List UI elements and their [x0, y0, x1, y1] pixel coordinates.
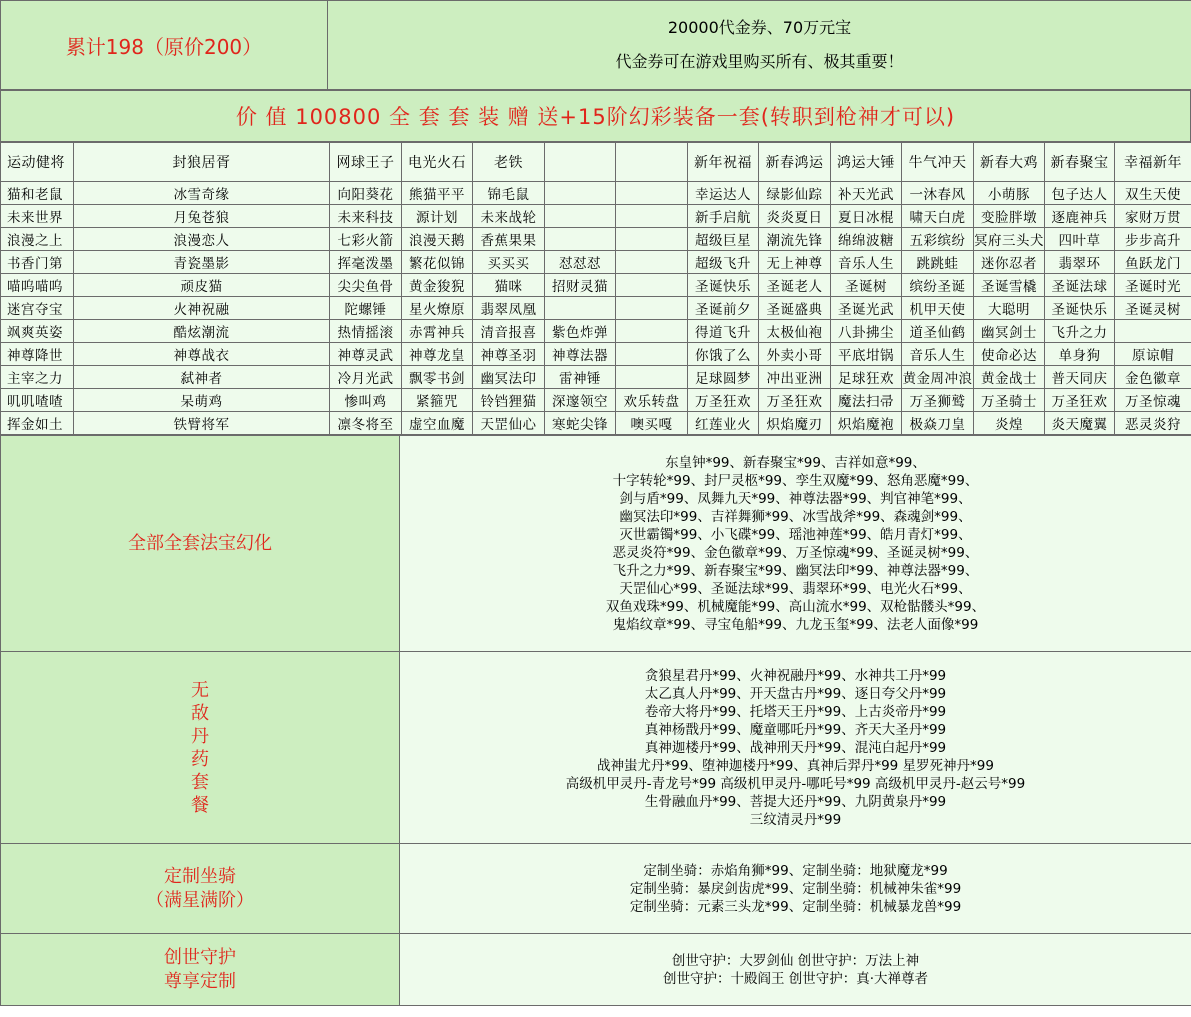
section-line: 卷帝大将丹*99、托塔天王丹*99、上古炎帝丹*99 — [644, 703, 947, 720]
grid-cell — [545, 205, 616, 228]
grid-cell: 虚空血魔 — [402, 412, 473, 435]
grid-cell: 冰雪奇缘 — [74, 182, 330, 205]
grid-cell: 噢买嘎 — [616, 412, 688, 435]
grid-cell: 圣诞盛典 — [759, 297, 831, 320]
grid-cell: 未来科技 — [330, 205, 402, 228]
label-char: 套 — [191, 771, 209, 793]
grid-cell: 足球狂欢 — [831, 366, 902, 389]
grid-cell: 欢乐转盘 — [616, 389, 688, 412]
section-line: 十字转轮*99、封尸灵柩*99、孪生双魔*99、怒角恶魔*99、 — [612, 472, 979, 489]
grid-cell: 网球王子 — [330, 143, 402, 182]
grid-cell — [616, 182, 688, 205]
grid-row — [1, 274, 1191, 297]
grid-row — [1, 251, 1191, 274]
section-body-guardians — [400, 934, 1191, 1006]
section-line: 定制坐骑：元素三头龙*99、定制坐骑：机械暴龙兽*99 — [629, 898, 962, 915]
section-label-treasures: 全部全套法宝幻化 — [1, 436, 400, 652]
grid-cell — [545, 143, 616, 182]
grid-cell: 一沐春风 — [902, 182, 974, 205]
grid-cell: 挥毫泼墨 — [330, 251, 402, 274]
grid-cell: 平底坩锅 — [831, 343, 902, 366]
grid-cell: 圣诞前夕 — [688, 297, 759, 320]
grid-cell: 极焱刀皇 — [902, 412, 974, 435]
section-line: 幽冥法印*99、吉祥舞狮*99、冰雪战斧*99、森魂剑*99、 — [619, 508, 972, 525]
grid-cell: 万圣惊魂 — [1115, 389, 1191, 412]
grid-cell: 魔法扫帚 — [831, 389, 902, 412]
grid-cell: 迷你忍者 — [974, 251, 1045, 274]
grid-cell: 幽冥法印 — [473, 366, 545, 389]
grid-cell: 万圣骑士 — [974, 389, 1045, 412]
grid-cell: 月兔苍狼 — [74, 205, 330, 228]
section-line: 定制坐骑 — [164, 865, 236, 887]
grid-cell — [545, 182, 616, 205]
grid-cell: 金色徽章 — [1115, 366, 1191, 389]
grid-cell — [616, 228, 688, 251]
grid-row — [1, 366, 1191, 389]
grid-cell: 潮流先锋 — [759, 228, 831, 251]
grid-header-row — [1, 143, 1191, 182]
grid-cell: 家财万贯 — [1115, 205, 1191, 228]
grid-cell: 迷宫夺宝 — [1, 297, 74, 320]
grid-cell: 叽叽喳喳 — [1, 389, 74, 412]
label-char: 丹 — [191, 725, 209, 747]
section-line: 创世守护 — [164, 946, 236, 968]
grid-cell: 运动健将 — [1, 143, 74, 182]
price-label: 累计198（原价200） — [1, 1, 328, 90]
grid-cell: 缤纷圣诞 — [902, 274, 974, 297]
grid-cell: 圣诞老人 — [759, 274, 831, 297]
grid-cell: 超级飞升 — [688, 251, 759, 274]
grid-cell: 啸天白虎 — [902, 205, 974, 228]
grid-cell: 圣诞快乐 — [1045, 297, 1115, 320]
grid-cell: 黄金战士 — [974, 366, 1045, 389]
grid-cell: 使命必达 — [974, 343, 1045, 366]
section-line: 鬼焰纹章*99、寻宝龟船*99、九龙玉玺*99、法老人面像*99 — [612, 616, 979, 633]
grid-cell: 尖尖鱼骨 — [330, 274, 402, 297]
grid-cell: 冲出亚洲 — [759, 366, 831, 389]
label-char: 敌 — [191, 702, 209, 724]
section-line: 真神杨戬丹*99、魔童哪吒丹*99、齐天大圣丹*99 — [644, 721, 947, 738]
grid-cell: 翡翠凤凰 — [473, 297, 545, 320]
grid-cell: 冷月光武 — [330, 366, 402, 389]
grid-cell: 新春聚宝 — [1045, 143, 1115, 182]
grid-cell: 酷炫潮流 — [74, 320, 330, 343]
grid-cell: 向阳葵花 — [330, 182, 402, 205]
grid-cell — [545, 297, 616, 320]
grid-cell: 喵呜喵呜 — [1, 274, 74, 297]
grid-cell: 恶灵炎狩 — [1115, 412, 1191, 435]
grid-cell: 招财灵猫 — [545, 274, 616, 297]
section-body-mounts — [400, 844, 1191, 934]
grid-cell: 炎煌 — [974, 412, 1045, 435]
grid-cell: 源计划 — [402, 205, 473, 228]
grid-cell: 步步高升 — [1115, 228, 1191, 251]
section-line: 高级机甲灵丹-青龙号*99 高级机甲灵丹-哪吒号*99 高级机甲灵丹-赵云号*99 — [565, 775, 1026, 792]
grid-cell: 锦毛鼠 — [473, 182, 545, 205]
grid-cell: 圣诞灵树 — [1115, 297, 1191, 320]
grid-cell: 炽焰魔袍 — [831, 412, 902, 435]
grid-cell — [545, 228, 616, 251]
grid-cell: 夏日冰棍 — [831, 205, 902, 228]
section-line: 剑与盾*99、凤舞九天*99、神尊法器*99、判官神笔*99、 — [619, 490, 972, 507]
grid-cell: 飞升之力 — [1045, 320, 1115, 343]
grid-cell: 挥金如土 — [1, 412, 74, 435]
grid-cell: 新年祝福 — [688, 143, 759, 182]
costume-grid — [0, 142, 1191, 435]
grid-cell: 铃铛狸猫 — [473, 389, 545, 412]
reward-note: 代金券可在游戏里购买所有、极其重要！ — [615, 52, 904, 71]
grid-cell: 机甲天使 — [902, 297, 974, 320]
grid-cell: 陀螺锤 — [330, 297, 402, 320]
grid-cell: 炎炎夏日 — [759, 205, 831, 228]
grid-cell: 电光火石 — [402, 143, 473, 182]
grid-cell — [616, 320, 688, 343]
section-body-pills — [400, 652, 1191, 844]
grid-cell: 赤霄神兵 — [402, 320, 473, 343]
grid-cell: 老铁 — [473, 143, 545, 182]
label-char: 药 — [191, 748, 209, 770]
grid-cell: 万圣狂欢 — [688, 389, 759, 412]
label-char: 无 — [191, 679, 209, 701]
section-label-pills — [1, 652, 400, 844]
grid-cell: 寒蛇尖锋 — [545, 412, 616, 435]
grid-cell: 神尊灵武 — [330, 343, 402, 366]
section-line: 三纹清灵丹*99 — [749, 811, 842, 828]
grid-cell: 大聪明 — [974, 297, 1045, 320]
grid-row — [1, 182, 1191, 205]
grid-cell: 封狼居胥 — [74, 143, 330, 182]
grid-row — [1, 412, 1191, 435]
grid-cell: 呆萌鸡 — [74, 389, 330, 412]
grid-cell: 原谅帽 — [1115, 343, 1191, 366]
grid-cell — [616, 274, 688, 297]
grid-cell — [616, 205, 688, 228]
grid-cell: 清音报喜 — [473, 320, 545, 343]
grid-cell: 星火燎原 — [402, 297, 473, 320]
grid-cell: 绿影仙踪 — [759, 182, 831, 205]
grid-row — [1, 205, 1191, 228]
grid-cell: 猫咪 — [473, 274, 545, 297]
grid-cell: 得道飞升 — [688, 320, 759, 343]
grid-cell — [1115, 320, 1191, 343]
grid-cell: 普天同庆 — [1045, 366, 1115, 389]
grid-cell: 圣诞光武 — [831, 297, 902, 320]
section-line: 创世守护：大罗剑仙 创世守护：万法上神 — [671, 952, 920, 969]
grid-cell: 怼怼怼 — [545, 251, 616, 274]
section-line: 双鱼戏珠*99、机械魔能*99、高山流水*99、双枪骷髅头*99、 — [605, 598, 986, 615]
grid-cell: 神尊降世 — [1, 343, 74, 366]
grid-cell — [616, 366, 688, 389]
grid-cell — [616, 251, 688, 274]
grid-cell: 鱼跃龙门 — [1115, 251, 1191, 274]
grid-cell: 未来战轮 — [473, 205, 545, 228]
grid-cell: 超级巨星 — [688, 228, 759, 251]
grid-cell: 跳跳蛙 — [902, 251, 974, 274]
grid-cell: 炎天魔翼 — [1045, 412, 1115, 435]
reward-info — [328, 1, 1191, 90]
grid-cell: 天罡仙心 — [473, 412, 545, 435]
grid-cell: 凛冬将至 — [330, 412, 402, 435]
grid-cell: 新春大鸡 — [974, 143, 1045, 182]
grid-cell: 猫和老鼠 — [1, 182, 74, 205]
grid-cell: 青瓷墨影 — [74, 251, 330, 274]
grid-cell: 鸿运大锤 — [831, 143, 902, 182]
grid-cell: 惨叫鸡 — [330, 389, 402, 412]
grid-cell: 铁臂将军 — [74, 412, 330, 435]
grid-cell: 浪漫天鹅 — [402, 228, 473, 251]
grid-cell: 飘零书剑 — [402, 366, 473, 389]
grid-cell: 飒爽英姿 — [1, 320, 74, 343]
grid-cell: 小萌豚 — [974, 182, 1045, 205]
grid-row — [1, 320, 1191, 343]
grid-cell: 深邃领空 — [545, 389, 616, 412]
sections-table — [0, 435, 1191, 1006]
grid-cell: 四叶草 — [1045, 228, 1115, 251]
grid-cell: 双生天使 — [1115, 182, 1191, 205]
grid-cell: 幽冥剑士 — [974, 320, 1045, 343]
grid-cell: 弑神者 — [74, 366, 330, 389]
section-line: 东皇钟*99、新春聚宝*99、吉祥如意*99、 — [665, 454, 926, 471]
section-line: 灭世霸镯*99、小飞碟*99、瑶池神莲*99、皓月青灯*99、 — [619, 526, 972, 543]
grid-cell: 包子达人 — [1045, 182, 1115, 205]
grid-cell: 浪漫之上 — [1, 228, 74, 251]
section-line: 战神蚩尤丹*99、堕神迦楼丹*99、真神后羿丹*99 星罗死神丹*99 — [596, 757, 994, 774]
grid-cell: 未来世界 — [1, 205, 74, 228]
grid-cell: 幸福新年 — [1115, 143, 1191, 182]
grid-cell: 香蕉果果 — [473, 228, 545, 251]
grid-cell: 音乐人生 — [902, 343, 974, 366]
grid-cell: 八卦拂尘 — [831, 320, 902, 343]
grid-cell: 熊猫平平 — [402, 182, 473, 205]
grid-cell: 浪漫恋人 — [74, 228, 330, 251]
grid-cell: 新春鸿运 — [759, 143, 831, 182]
grid-cell: 神尊战衣 — [74, 343, 330, 366]
grid-cell: 神尊圣羽 — [473, 343, 545, 366]
grid-cell: 神尊龙皇 — [402, 343, 473, 366]
grid-cell — [616, 343, 688, 366]
grid-row — [1, 389, 1191, 412]
grid-cell: 圣诞法球 — [1045, 274, 1115, 297]
grid-cell: 太极仙袍 — [759, 320, 831, 343]
grid-cell: 红莲业火 — [688, 412, 759, 435]
grid-cell: 火神祝融 — [74, 297, 330, 320]
grid-cell: 幸运达人 — [688, 182, 759, 205]
grid-cell: 书香门第 — [1, 251, 74, 274]
grid-cell: 逐鹿神兵 — [1045, 205, 1115, 228]
grid-cell: 万圣狂欢 — [1045, 389, 1115, 412]
grid-cell: 圣诞雪橇 — [974, 274, 1045, 297]
promo-table — [0, 90, 1191, 142]
reward-line: 20000代金券、70万元宝 — [667, 18, 852, 37]
grid-row — [1, 228, 1191, 251]
grid-row — [1, 297, 1191, 320]
section-line: 创世守护：十殿阎王 创世守护：真·大禅尊者 — [662, 970, 929, 987]
section-label-mounts — [1, 844, 400, 934]
grid-cell: 绵绵波糖 — [831, 228, 902, 251]
grid-cell: 无上神尊 — [759, 251, 831, 274]
grid-cell: 繁花似锦 — [402, 251, 473, 274]
grid-cell: 七彩火箭 — [330, 228, 402, 251]
grid-cell: 足球圆梦 — [688, 366, 759, 389]
section-line: 天罡仙心*99、圣诞法球*99、翡翠环*99、电光火石*99、 — [619, 580, 972, 597]
grid-cell: 热情摇滚 — [330, 320, 402, 343]
grid-cell: 万圣狂欢 — [759, 389, 831, 412]
grid-cell: 冥府三头犬 — [974, 228, 1045, 251]
grid-cell: 新手启航 — [688, 205, 759, 228]
grid-cell: 顽皮猫 — [74, 274, 330, 297]
grid-cell: 紧箍咒 — [402, 389, 473, 412]
grid-cell: 音乐人生 — [831, 251, 902, 274]
grid-cell: 买买买 — [473, 251, 545, 274]
grid-cell — [616, 297, 688, 320]
section-line: （满星满阶） — [146, 889, 254, 911]
section-line: 尊享定制 — [164, 970, 236, 992]
header-table — [0, 0, 1191, 90]
grid-cell: 五彩缤纷 — [902, 228, 974, 251]
grid-cell: 黄金狻猊 — [402, 274, 473, 297]
section-label-guardians — [1, 934, 400, 1006]
section-line: 贪狼星君丹*99、火神祝融丹*99、水神共工丹*99 — [644, 667, 947, 684]
grid-cell: 雷神锤 — [545, 366, 616, 389]
grid-cell: 补天光武 — [831, 182, 902, 205]
grid-cell: 主宰之力 — [1, 366, 74, 389]
grid-cell: 圣诞快乐 — [688, 274, 759, 297]
grid-cell: 变脸胖墩 — [974, 205, 1045, 228]
grid-cell — [616, 143, 688, 182]
grid-cell: 外卖小哥 — [759, 343, 831, 366]
grid-cell: 牛气冲天 — [902, 143, 974, 182]
grid-cell: 神尊法器 — [545, 343, 616, 366]
section-line: 真神迦楼丹*99、战神刑天丹*99、混沌白起丹*99 — [644, 739, 947, 756]
section-line: 生骨融血丹*99、菩提大还丹*99、九阴黄泉丹*99 — [644, 793, 947, 810]
section-line: 飞升之力*99、新春聚宝*99、幽冥法印*99、神尊法器*99、 — [612, 562, 979, 579]
grid-cell: 单身狗 — [1045, 343, 1115, 366]
grid-cell: 圣诞时光 — [1115, 274, 1191, 297]
grid-cell: 你饿了么 — [688, 343, 759, 366]
grid-cell: 黄金周冲浪 — [902, 366, 974, 389]
grid-cell: 圣诞树 — [831, 274, 902, 297]
section-line: 恶灵炎符*99、金色徽章*99、万圣惊魂*99、圣诞灵树*99、 — [612, 544, 979, 561]
grid-cell: 紫色炸弹 — [545, 320, 616, 343]
section-line: 太乙真人丹*99、开天盘古丹*99、逐日夸父丹*99 — [644, 685, 947, 702]
grid-cell: 万圣狮鹫 — [902, 389, 974, 412]
section-line: 定制坐骑：赤焰角狮*99、定制坐骑：地狱魔龙*99 — [643, 862, 948, 879]
grid-row — [1, 343, 1191, 366]
grid-cell: 翡翠环 — [1045, 251, 1115, 274]
label-char: 餐 — [191, 794, 209, 816]
promo-banner: 价 值 100800 全 套 套 装 赠 送+15阶幻彩装备一套(转职到枪神才可以) — [1, 91, 1191, 142]
grid-cell: 炽焰魔刃 — [759, 412, 831, 435]
section-body-treasures — [400, 436, 1191, 652]
section-line: 定制坐骑：暴戾剑齿虎*99、定制坐骑：机械神朱雀*99 — [629, 880, 962, 897]
grid-cell: 道圣仙鹤 — [902, 320, 974, 343]
